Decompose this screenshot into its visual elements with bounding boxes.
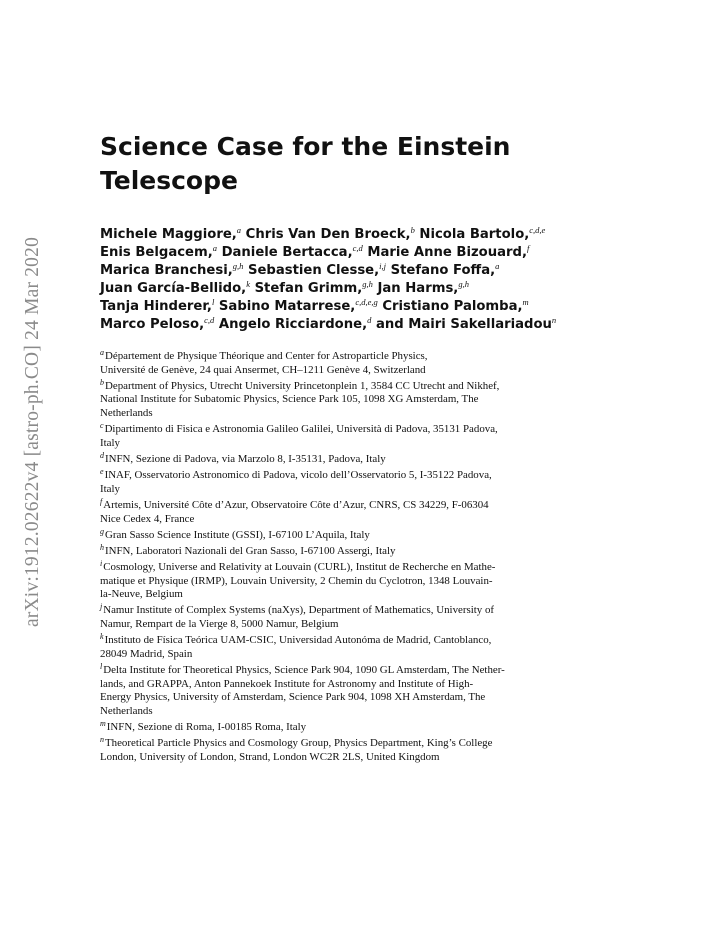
affiliation-line	[100, 436, 620, 451]
affiliation-line	[100, 750, 620, 765]
author-name: and Mairi Sakellariadou	[375, 317, 552, 332]
affiliation-item	[100, 496, 620, 526]
author	[382, 299, 528, 314]
affiliation-text: Netherlands	[100, 406, 153, 419]
affiliation-text: Italy	[100, 482, 120, 495]
author	[219, 317, 371, 332]
affiliation-text: Instituto de Física Teórica UAM-CSIC, Universidad Autonóma de Madrid, Cantoblanco,	[104, 634, 492, 647]
author	[100, 281, 250, 296]
author-line	[100, 226, 640, 244]
affiliation-text: matique et Physique (IRMP), Louvain University, 2 Chemin du Cyclotron, 1348 Louvain-	[100, 574, 493, 587]
author-affiliation-marks: n	[551, 315, 557, 325]
affiliation-mark: k	[100, 632, 104, 642]
affiliation-text: Artemis, Université Côte d’Azur, Observatoire Côte d’Azur, CNRS, CS 34229, F-06304	[103, 498, 489, 511]
affiliation-item	[100, 634, 620, 661]
affiliation-line	[100, 632, 620, 648]
author-affiliation-marks: a	[495, 261, 500, 271]
author	[100, 263, 243, 278]
author-line	[100, 316, 640, 334]
author-affiliation-marks: b	[410, 225, 415, 235]
affiliation-line	[100, 704, 620, 719]
affiliation-mark: g	[100, 526, 104, 536]
affiliation-line	[100, 348, 620, 364]
affiliation-line	[100, 526, 620, 543]
affiliation-text: Cosmology, Universe and Relativity at Louvain (CURL), Institut de Recherche en Mathe-	[103, 561, 496, 574]
author-name: Marco Peloso,	[100, 317, 205, 332]
affiliation-mark: i	[100, 559, 103, 569]
affiliation-mark: m	[100, 718, 106, 728]
author-name: Stefano Foffa,	[390, 263, 496, 278]
author	[219, 299, 378, 314]
author-line	[100, 298, 640, 316]
affiliation-line	[100, 559, 620, 575]
affiliation-text: INFN, Laboratori Nazionali del Gran Sasso, I-67100 Assergi, Italy	[105, 544, 396, 557]
author-name: Chris Van Den Broeck,	[245, 227, 411, 242]
author-line	[100, 262, 640, 280]
affiliation-line	[100, 496, 620, 513]
arxiv-identifier-text: arXiv:1912.02622v4 [astro-ph.CO] 24 Mar 2020	[22, 236, 43, 628]
author	[367, 245, 529, 260]
author-affiliation-marks: f	[526, 243, 530, 253]
affiliation-line	[100, 512, 620, 527]
author-affiliation-marks: g,h	[458, 279, 469, 289]
affiliation-line	[100, 482, 620, 497]
affiliation-item	[100, 469, 620, 496]
affiliation-item	[100, 377, 620, 421]
affiliation-line	[100, 647, 620, 662]
affiliation-text: Université de Genève, 24 quai Ansermet, CH–1211 Genève 4, Switzerland	[100, 363, 426, 376]
author-name: Tanja Hinderer,	[100, 299, 212, 314]
author-affiliation-marks: c,d,e,g	[355, 297, 378, 307]
affiliation-line	[100, 406, 620, 421]
affiliation-text: Italy	[100, 436, 120, 449]
affiliation-text: Dipartimento di Fisica e Astronomia Galileo Galilei, Università di Padova, 35131 Padova,	[104, 423, 498, 436]
affiliation-line	[100, 467, 620, 483]
affiliation-item	[100, 542, 620, 559]
author-line	[100, 280, 640, 298]
author	[419, 227, 545, 242]
affiliation-item	[100, 350, 620, 377]
affiliation-line	[100, 735, 620, 751]
author	[222, 245, 363, 260]
author-affiliation-marks: l	[211, 297, 215, 307]
affiliation-text: Département de Physique Théorique and Center for Astroparticle Physics,	[105, 350, 428, 362]
affiliation-mark: f	[100, 496, 103, 506]
author	[255, 281, 373, 296]
affiliation-line	[100, 377, 620, 394]
arxiv-identifier	[20, 222, 46, 642]
affiliation-line	[100, 691, 620, 705]
author-name: Enis Belgacem,	[100, 245, 213, 260]
affiliation-text: Namur, Rempart de la Vierge 8, 5000 Namur, Belgium	[100, 618, 339, 631]
affiliation-list	[100, 350, 620, 767]
affiliation-text: Gran Sasso Science Institute (GSSI), I-67100 L’Aquila, Italy	[105, 528, 370, 541]
affiliation-text: Department of Physics, Utrecht University Princetonplein 1, 3584 CC Utrecht and Nikhef,	[105, 379, 500, 392]
affiliation-item	[100, 526, 620, 543]
affiliation-text: INAF, Osservatorio Astronomico di Padova, vicolo dell’Osservatorio 5, I-35122 Padova,	[104, 469, 492, 482]
author	[376, 317, 556, 332]
affiliation-line	[100, 421, 620, 437]
paper-title: Science Case for the Einstein Telescope	[100, 132, 511, 195]
author	[100, 227, 241, 242]
affiliation-line	[100, 450, 620, 467]
author-name: Sabino Matarrese,	[218, 299, 356, 314]
author-name: Marica Branchesi,	[100, 263, 233, 278]
affiliation-line	[100, 393, 620, 407]
author-name: Daniele Bertacca,	[221, 245, 353, 260]
affiliation-text: London, University of London, Strand, London WC2R 2LS, United Kingdom	[100, 750, 440, 763]
affiliation-line	[100, 542, 620, 559]
author-affiliation-marks: c,d,e	[529, 225, 546, 235]
author-name: Marie Anne Bizouard,	[367, 245, 527, 260]
author-affiliation-marks: c,d	[204, 315, 215, 325]
author-affiliation-marks: a	[212, 243, 217, 253]
author	[100, 299, 214, 314]
author-affiliation-marks: g,h	[362, 279, 373, 289]
affiliation-mark: j	[100, 602, 103, 612]
affiliation-mark: c	[100, 421, 104, 431]
author	[246, 227, 415, 242]
author-name: Angelo Ricciardone,	[218, 317, 368, 332]
affiliation-line	[100, 718, 620, 735]
author	[248, 263, 386, 278]
author-name: Juan García-Bellido,	[100, 281, 247, 296]
affiliation-line	[100, 588, 620, 602]
affiliation-item	[100, 718, 620, 735]
author-name: Michele Maggiore,	[100, 227, 237, 242]
affiliation-line	[100, 602, 620, 618]
affiliation-item	[100, 561, 620, 602]
author	[100, 245, 217, 260]
affiliation-mark: n	[100, 735, 104, 745]
affiliation-line	[100, 662, 620, 678]
author-affiliation-marks: a	[236, 225, 242, 235]
author-affiliation-marks: c,d	[352, 243, 363, 253]
affiliation-text: Netherlands	[100, 704, 153, 717]
affiliation-text: Delta Institute for Theoretical Physics, Science Park 904, 1090 GL Amsterdam, The Nether-	[103, 664, 505, 676]
affiliation-item	[100, 664, 620, 718]
author-list	[100, 226, 640, 334]
affiliation-text: 28049 Madrid, Spain	[100, 647, 193, 660]
author-affiliation-marks: i,j	[379, 261, 386, 271]
affiliation-text: INFN, Sezione di Padova, via Marzolo 8, I-35131, Padova, Italy	[105, 452, 386, 465]
author-affiliation-marks: d	[367, 315, 372, 325]
affiliation-text: Nice Cedex 4, France	[100, 512, 195, 525]
affiliation-text: la-Neuve, Belgium	[100, 588, 183, 601]
author-affiliation-marks: g,h	[232, 261, 244, 271]
affiliation-item	[100, 604, 620, 631]
affiliation-item	[100, 737, 620, 764]
affiliation-mark: l	[100, 662, 103, 671]
author-name: Stefan Grimm,	[254, 281, 363, 296]
author-name: Nicola Bartolo,	[419, 227, 530, 242]
author-line	[100, 244, 640, 262]
affiliation-mark: h	[100, 542, 104, 552]
affiliation-line	[100, 574, 620, 589]
author-name: Sebastien Clesse,	[247, 263, 380, 278]
author	[391, 263, 500, 278]
affiliation-text: INFN, Sezione di Roma, I-00185 Roma, Italy	[106, 720, 307, 733]
affiliation-line	[100, 363, 620, 378]
author-name: Cristiano Palomba,	[382, 299, 523, 314]
affiliation-mark: b	[100, 377, 104, 387]
affiliation-mark: e	[100, 467, 104, 477]
affiliation-text: Theoretical Particle Physics and Cosmology Group, Physics Department, King’s College	[105, 737, 493, 750]
affiliation-line	[100, 677, 620, 692]
author-affiliation-marks: k	[246, 279, 250, 289]
affiliation-text: Energy Physics, University of Amsterdam, Science Park 904, 1098 XH Amsterdam, The	[100, 691, 486, 704]
author-name: Jan Harms,	[377, 281, 459, 296]
author	[377, 281, 468, 296]
affiliation-item	[100, 423, 620, 450]
affiliation-item	[100, 450, 620, 467]
affiliation-mark: a	[100, 348, 104, 357]
affiliation-text: National Institute for Subatomic Physics, Science Park 105, 1098 XG Amsterdam, The	[100, 393, 479, 406]
affiliation-line	[100, 618, 620, 632]
author-affiliation-marks: m	[522, 297, 529, 307]
affiliation-text: Namur Institute of Complex Systems (naXys), Department of Mathematics, University of	[103, 604, 495, 617]
affiliation-text: lands, and GRAPPA, Anton Pannekoek Institute for Astronomy and Institute of High-	[100, 677, 474, 690]
author	[100, 317, 214, 332]
affiliation-mark: d	[100, 450, 104, 460]
